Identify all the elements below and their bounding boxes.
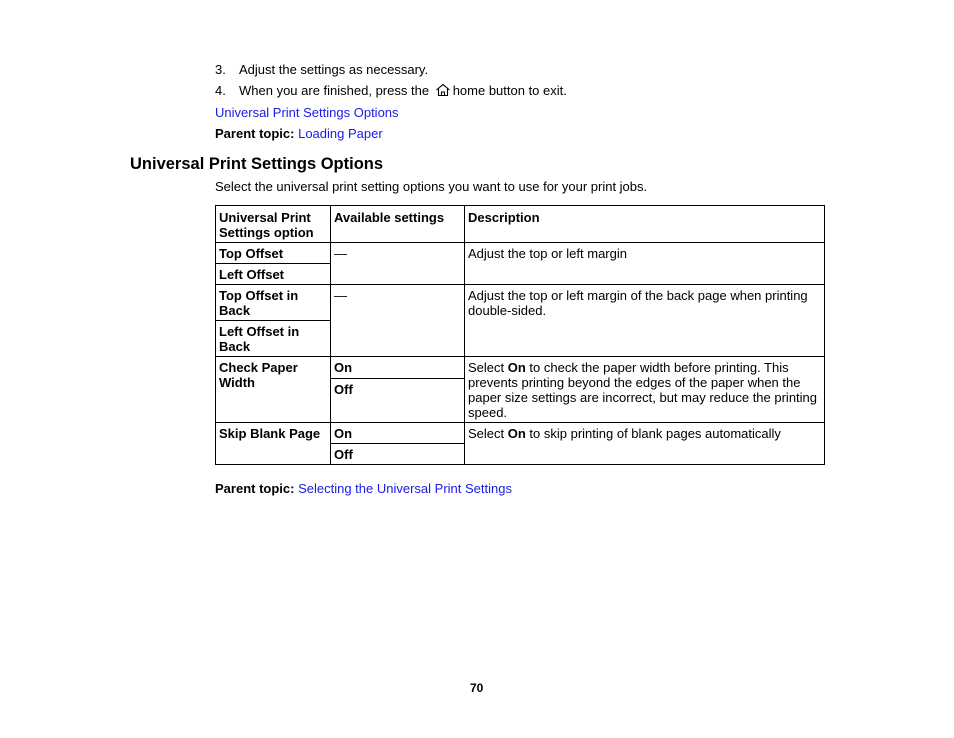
option-cell: Skip Blank Page	[216, 423, 331, 465]
column-header: Available settings	[331, 206, 465, 243]
option-cell: Check Paper Width	[216, 357, 331, 423]
option-cell: Left Offset	[216, 264, 331, 285]
description-bold: On	[507, 360, 526, 375]
section-intro: Select the universal print setting options you want to use for your print jobs.	[215, 179, 648, 194]
description-cell	[465, 423, 825, 465]
option-cell: Left Offset in Back	[216, 321, 331, 357]
parent-topic-link[interactable]: Selecting the Universal Print Settings	[298, 481, 512, 496]
setting-cell: Off	[331, 379, 465, 423]
related-topic-link[interactable]: Universal Print Settings Options	[215, 105, 399, 120]
step-text: Adjust the settings as necessary.	[239, 62, 429, 77]
settings-table	[215, 205, 825, 465]
description-cell: Adjust the top or left margin of the back page when printing double-sided.	[465, 285, 825, 357]
page-number: 70	[470, 681, 484, 695]
description-bold: On	[507, 426, 526, 441]
description-cell	[465, 357, 825, 423]
parent-topic-link[interactable]: Loading Paper	[298, 126, 383, 141]
step-number: 4.	[215, 83, 226, 98]
option-cell: Top Offset	[216, 243, 331, 264]
description-text: Select	[468, 426, 508, 441]
parent-topic-label: Parent topic:	[215, 126, 295, 141]
description-text: to check the paper width before printing. This prevents printing beyond the edges of the paper when the paper size settings are incorrect, but may reduce the printing speed.	[468, 360, 818, 420]
column-header: Description	[465, 206, 825, 243]
parent-topic	[215, 126, 383, 141]
table-row	[216, 357, 825, 379]
description-cell: Adjust the top or left margin	[465, 243, 825, 285]
home-icon	[435, 83, 451, 97]
description-text: Select	[468, 360, 508, 375]
table-row	[216, 243, 825, 264]
setting-cell: Off	[331, 444, 465, 465]
section-title: Universal Print Settings Options	[130, 155, 384, 173]
parent-topic	[215, 481, 512, 496]
option-cell: Top Offset in Back	[216, 285, 331, 321]
step-number: 3.	[215, 62, 226, 77]
table-row	[216, 423, 825, 444]
step-4	[215, 83, 567, 98]
setting-cell: On	[331, 357, 465, 379]
step-text-after: home button to exit.	[452, 83, 567, 98]
section-heading-wrap	[130, 155, 383, 174]
setting-cell: —	[331, 285, 465, 357]
step-3	[215, 62, 428, 77]
parent-topic-label: Parent topic:	[215, 481, 295, 496]
setting-cell: —	[331, 243, 465, 285]
table-row	[216, 285, 825, 321]
setting-cell: On	[331, 423, 465, 444]
column-header: Universal Print Settings option	[216, 206, 331, 243]
step-text-before: When you are finished, press the	[239, 83, 430, 98]
table-header-row	[216, 206, 825, 243]
description-text: to skip printing of blank pages automatically	[525, 426, 781, 441]
